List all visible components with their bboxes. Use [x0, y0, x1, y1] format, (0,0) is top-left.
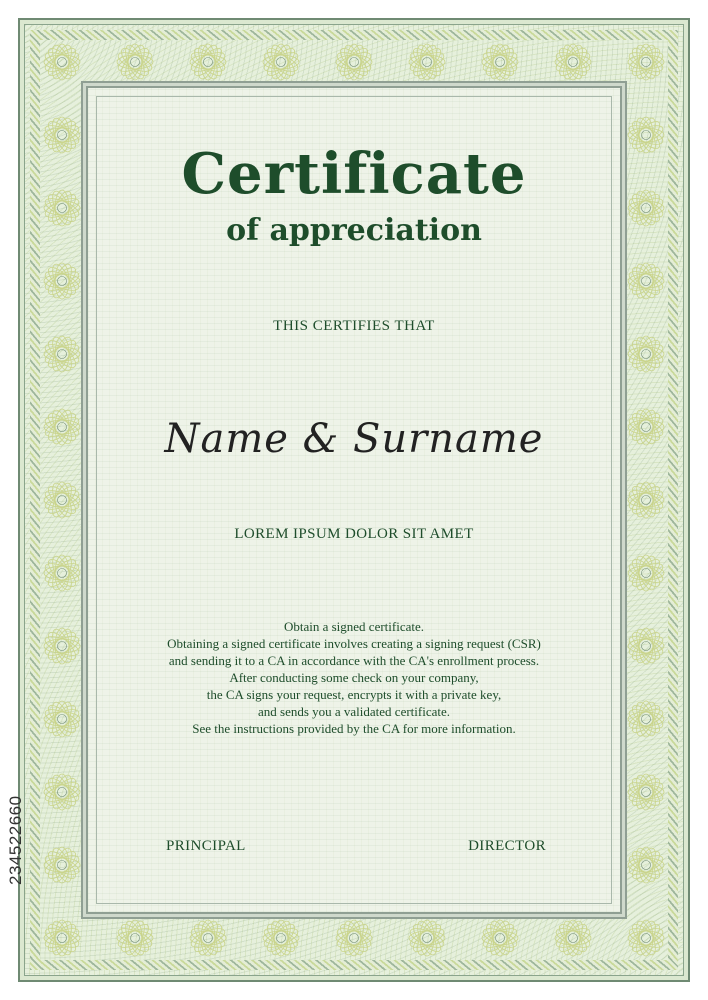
- rosette-ornament: [43, 554, 81, 592]
- certificate-body: [88, 618, 620, 737]
- rosette-ornament: [43, 189, 81, 227]
- rosette-ornament: [43, 335, 81, 373]
- signature-principal-label: PRINCIPAL: [166, 838, 246, 854]
- rosette-ornament: [43, 627, 81, 665]
- rosette-ornament: [43, 262, 81, 300]
- rosette-ornament: [627, 189, 665, 227]
- certificate-subtitle: of appreciation: [226, 213, 482, 248]
- certificate-panel: [86, 86, 622, 914]
- rosette-ornament: [43, 408, 81, 446]
- rosette-ornament: [627, 846, 665, 884]
- rosette-ornament: [116, 919, 154, 957]
- rosette-ornament: [43, 43, 81, 81]
- rosette-ornament: [627, 116, 665, 154]
- rosette-ornament: [481, 919, 519, 957]
- rosette-ornament: [43, 846, 81, 884]
- rosette-ornament: [335, 43, 373, 81]
- body-line: After conducting some check on your company,: [229, 670, 479, 685]
- rosette-ornament: [116, 43, 154, 81]
- rosette-ornament: [335, 919, 373, 957]
- body-line: and sending it to a CA in accordance with the CA's enrollment process.: [168, 653, 540, 668]
- rosette-ornament: [408, 919, 446, 957]
- rosette-ornament: [189, 43, 227, 81]
- rosette-ornament: [554, 919, 592, 957]
- certificate-title: Certificate: [181, 141, 527, 207]
- rosette-ornament: [43, 700, 81, 738]
- rosette-ornament: [627, 554, 665, 592]
- body-line: Obtain a signed certificate.: [283, 619, 425, 634]
- rosette-ornament: [627, 43, 665, 81]
- rosette-ornament: [43, 919, 81, 957]
- rosette-ornament: [43, 481, 81, 519]
- rosette-ornament: [627, 408, 665, 446]
- rosette-ornament: [43, 116, 81, 154]
- body-line: See the instructions provided by the CA for more information.: [192, 721, 516, 736]
- rosette-ornament: [262, 43, 300, 81]
- certificate-headline: LOREM IPSUM DOLOR SIT AMET: [234, 526, 474, 542]
- signature-director-label: DIRECTOR: [468, 838, 546, 854]
- rosette-ornament: [481, 43, 519, 81]
- rosette-ornament: [627, 627, 665, 665]
- rosette-ornament: [554, 43, 592, 81]
- rosette-ornament: [43, 773, 81, 811]
- certifies-label: THIS CERTIFIES THAT: [273, 318, 435, 334]
- rosette-ornament: [627, 773, 665, 811]
- rosette-ornament: [627, 335, 665, 373]
- body-line: Obtaining a signed certificate involves creating a signing request (CSR): [167, 636, 541, 651]
- rosette-ornament: [627, 919, 665, 957]
- recipient-name: Name & Surname: [164, 416, 544, 462]
- body-line: and sends you a validated certificate.: [257, 704, 451, 719]
- rosette-ornament: [627, 700, 665, 738]
- rosette-ornament: [627, 481, 665, 519]
- rosette-ornament: [627, 262, 665, 300]
- rosette-ornament: [262, 919, 300, 957]
- stock-id-label: 234522660: [6, 795, 25, 885]
- body-line: the CA signs your request, encrypts it with a private key,: [206, 687, 502, 702]
- rosette-ornament: [189, 919, 227, 957]
- rosette-ornament: [408, 43, 446, 81]
